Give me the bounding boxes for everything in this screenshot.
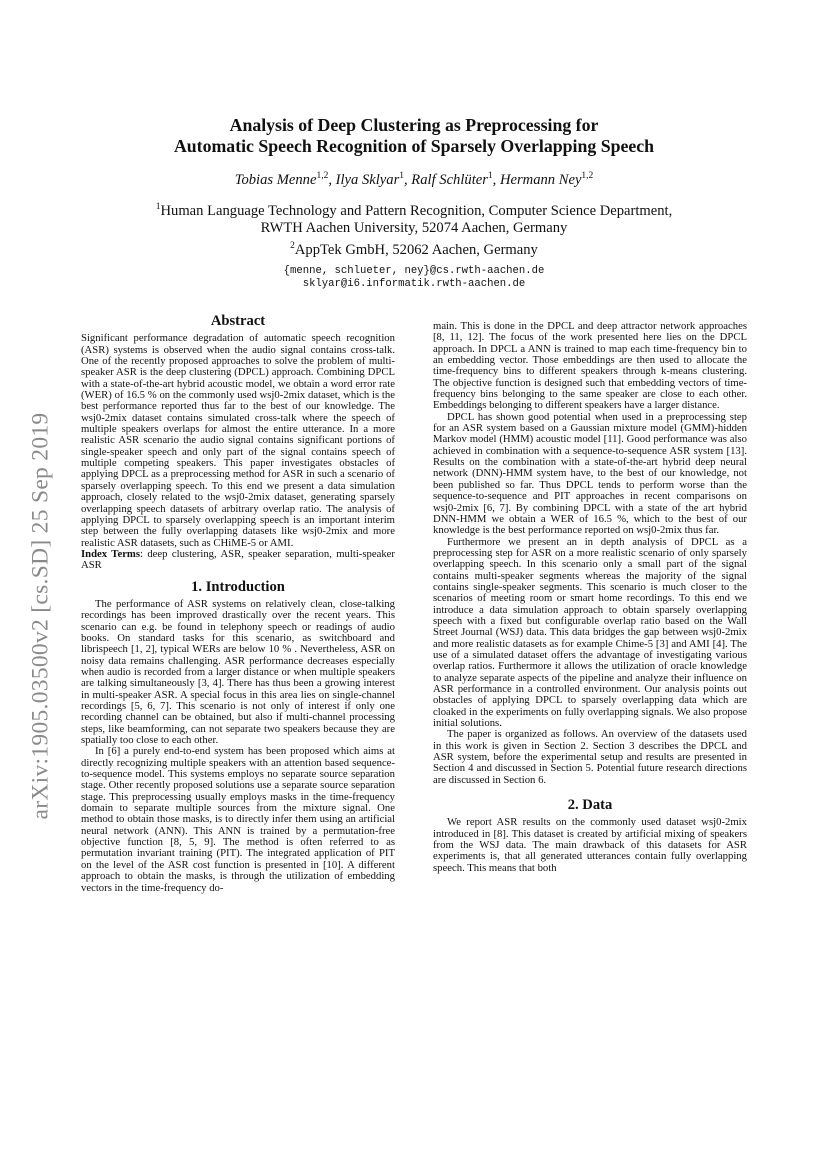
author-affiliation-mark: 1,2 — [581, 171, 594, 181]
intro-paragraph-4: DPCL has shown good potential when used in a preprocessing step for an ASR system based on a Gaussian mixture model (GMM)-hidden Markov model (HMM) acoustic model [11]. Good performance was also achieved in combination with a sequence-to-sequence ASR system [13]. Results on the combination with a state-of-the-art hybrid deep neural network (DNN)-HMM system have, to the best of our knowledge, not been published so far. Thus DPCL tends to perform worse than the sequence-to-sequence and PIT approaches in recent comparisons on wsj0-2mix [6, 7]. By combining DPCL with a state of the art hybrid DNN-HMM we obtain a WER of 16.5 %, which to the best of our knowledge is the best performance reported on wsj0-2mix thus far. — [433, 410, 747, 537]
title-line-1: Analysis of Deep Clustering as Preprocessing for — [229, 115, 599, 135]
author-affiliation-mark: 1 — [399, 171, 404, 181]
author-affiliation-mark: 1 — [487, 171, 493, 181]
affiliation-1-mark: 1 — [155, 201, 161, 212]
paper-header — [80, 115, 748, 291]
author-name: Ralf Schlüter — [411, 171, 488, 188]
author-name: Tobias Menne — [234, 171, 317, 188]
author-list: Tobias Menne$^{1,2}$, Ilya Sklyar$^1$, Ralf Schlüter$^1$, Hermann Ney$^{1,2}$ — [234, 171, 594, 188]
data-paragraph-1: We report ASR results on the commonly used dataset wsj0-2mix introduced in [8]. This dataset is created by artificial mixing of speakers from the WSJ data. The main drawback of this datasets for ASR experiments is, that all generated utterances contain fully overlapping speech. This means that both — [433, 816, 747, 874]
title-line-2: Automatic Speech Recognition of Sparsely Overlapping Speech — [173, 136, 655, 156]
affiliation-2 — [80, 238, 748, 259]
paper-title — [80, 115, 748, 157]
introduction-heading: 1. Introduction — [191, 578, 285, 595]
data-heading: 2. Data — [567, 797, 613, 814]
affiliation-1-text: Human Language Technology and Pattern Recognition, Computer Science Department, — [160, 202, 673, 219]
arxiv-stamp — [18, 366, 64, 866]
email-line-2[interactable]: sklyar@i6.informatik.rwth-aachen.de — [302, 278, 526, 291]
intro-paragraph-1: The performance of ASR systems on relatively clean, close-talking recordings has been improved drastically over the recent years. This scenario can e.g. be found in telephony speech or readings of audio books. On standard tasks for this scenario, as switchboard and librispeech [1, 2], typical WERs are below 10 % . Nevertheless, ASR on noisy data remains challenging. ASR performance decreases especially when audio is recorded from a larger distance or when multiple speakers are talking simultaneously [3, 4]. There has thus been a growing interest in multi-speaker ASR. A special focus in this area lies on single-channel recordings [5, 6, 7]. This scenario is not only of interest if only one recording channel can be obtained, but also if multi-channel processing steps, like beamforming, can not separate two speakers because they are spatially too close to each other. — [81, 597, 395, 747]
author-name: Hermann Ney — [499, 171, 582, 188]
abstract-heading: Abstract — [210, 313, 266, 329]
affiliation-2-text: AppTek GmbH, 52062 Aachen, Germany — [294, 241, 538, 258]
intro-paragraph-6: The paper is organized as follows. An overview of the datasets used in this work is given in Section 2. Section 3 describes the DPCL and ASR system, before the experimental setup and results are presented in Section 4 and discussed in Section 5. Potential future research directions are discussed in Section 6. — [433, 728, 747, 786]
affiliation-2-mark: 2 — [290, 240, 295, 251]
author-emails — [80, 265, 748, 291]
author-name: Ilya Sklyar — [335, 171, 400, 188]
affiliations — [80, 199, 748, 259]
intro-paragraph-5: Furthermore we present an in depth analysis of DPCL as a preprocessing step for ASR on a more realistic scenario of only sparsely overlapping speech. In this scenario only a small part of the signal contains multi-speaker segments whereas the majority of the signal contains single-speaker segments. This scenario is much closer to the scenarios of meeting room or smart home recordings. To this end we introduce a data simulation approach to obtain sparsely overlapping speech with a fixed but configurable overlap ratio based on the Wall Street Journal (WSJ) data. This data bridges the gap between wsj0-2mix and more realistic datasets as for example Chime-5 [3] and AMI [4]. The use of a simulated dataset offers the advantage of investigating various overlap ratios. Furthermore it allows the utilization of oracle knowledge to analyze separate aspects of the pipeline and analyze their influence on ASR performance in a controlled environment. Our analysis points out obstacles of applying DPCL to sparsely overlapping data which are cloaked in the experiments on fully overlapping signals. We also propose initial solutions. — [433, 535, 747, 730]
arxiv-stamp-text: arXiv:1905.03500v2 [cs.SD] 25 Sep 2019 — [27, 412, 54, 820]
intro-paragraph-2: In [6] a purely end-to-end system has been proposed which aims at directly recognizing multiple speakers with an attention based sequence-to-sequence model. This systems employs no separate source separation stage. Other recently proposed solutions use a separate source separation stage. This preprocessing usually employs masks in the time-frequency domain to separate multiple sources from the mixture signal. One method to obtain those masks, is to directly infer them using an artificial neural network (ANN). This ANN is trained by a permutation-free objective function [8, 5, 9]. The method is often referred to as permutation invariant training (PIT). The integrated application of PIT on the level of the ASR cost function is presented in [10]. A different approach to obtain the masks, is through the utilization of embedding vectors in the time-frequency do- — [81, 745, 395, 894]
index-terms-text: : deep clustering, ASR, speaker separation, multi-speaker ASR — [81, 547, 395, 572]
index-terms-label: Index Terms — [81, 547, 140, 560]
intro-paragraph-3: main. This is done in the DPCL and deep attractor network approaches [8, 11, 12]. The focus of the work presented here lies on the DPCL approach. In DPCL a ANN is trained to map each time-frequency bin to an embedding vector. Those embeddings are then used to allocate the time-frequency bins to different speakers through k-means clustering. The objective function is designed such that embedding vectors of time-frequency bins belonging to the same speaker are close to each other. Embeddings belonging to different speakers have a larger distance. — [433, 320, 747, 412]
index-terms — [81, 549, 395, 572]
right-column — [433, 321, 747, 874]
left-column — [81, 313, 395, 894]
author-affiliation-mark: 1,2 — [316, 171, 329, 181]
email-line-1[interactable]: {menne, schlueter, ney}@cs.rwth-aachen.de — [283, 265, 545, 278]
abstract-text: Significant performance degradation of automatic speech recognition (ASR) systems is observed when the audio signal contains cross-talk. One of the recently proposed approaches to solve the problem of multi-speaker ASR is the deep clustering (DPCL) approach. Combining DPCL with a state-of-the-art hybrid acoustic model, we obtain a word error rate (WER) of 16.5 % on the commonly used wsj0-2mix dataset, which is the best performance reported thus far to the best of our knowledge. The wsj0-2mix dataset contains simulated cross-talk where the speech of multiple speakers overlaps for almost the entire utterance. In a more realistic ASR scenario the audio signal contains significant portions of single-speaker speech and only part of the signal contains speech of multiple competing speakers. This paper investigates obstacles of applying DPCL as a preprocessing method for ASR in such a scenario of sparsely overlapping speech. To this end we present a data simulation approach, closely related to the wsj0-2mix dataset, generating sparsely overlapping speech datasets of arbitrary overlap ratio. The analysis of applying DPCL to sparsely overlapping speech is an important interim step between the fully overlapping datasets like wsj0-2mix and more realistic ASR datasets, such as CHiME-5 or AMI. — [81, 332, 395, 549]
affiliation-1 — [80, 199, 748, 220]
affiliation-1b: RWTH Aachen University, 52074 Aachen, Germany — [260, 220, 568, 237]
